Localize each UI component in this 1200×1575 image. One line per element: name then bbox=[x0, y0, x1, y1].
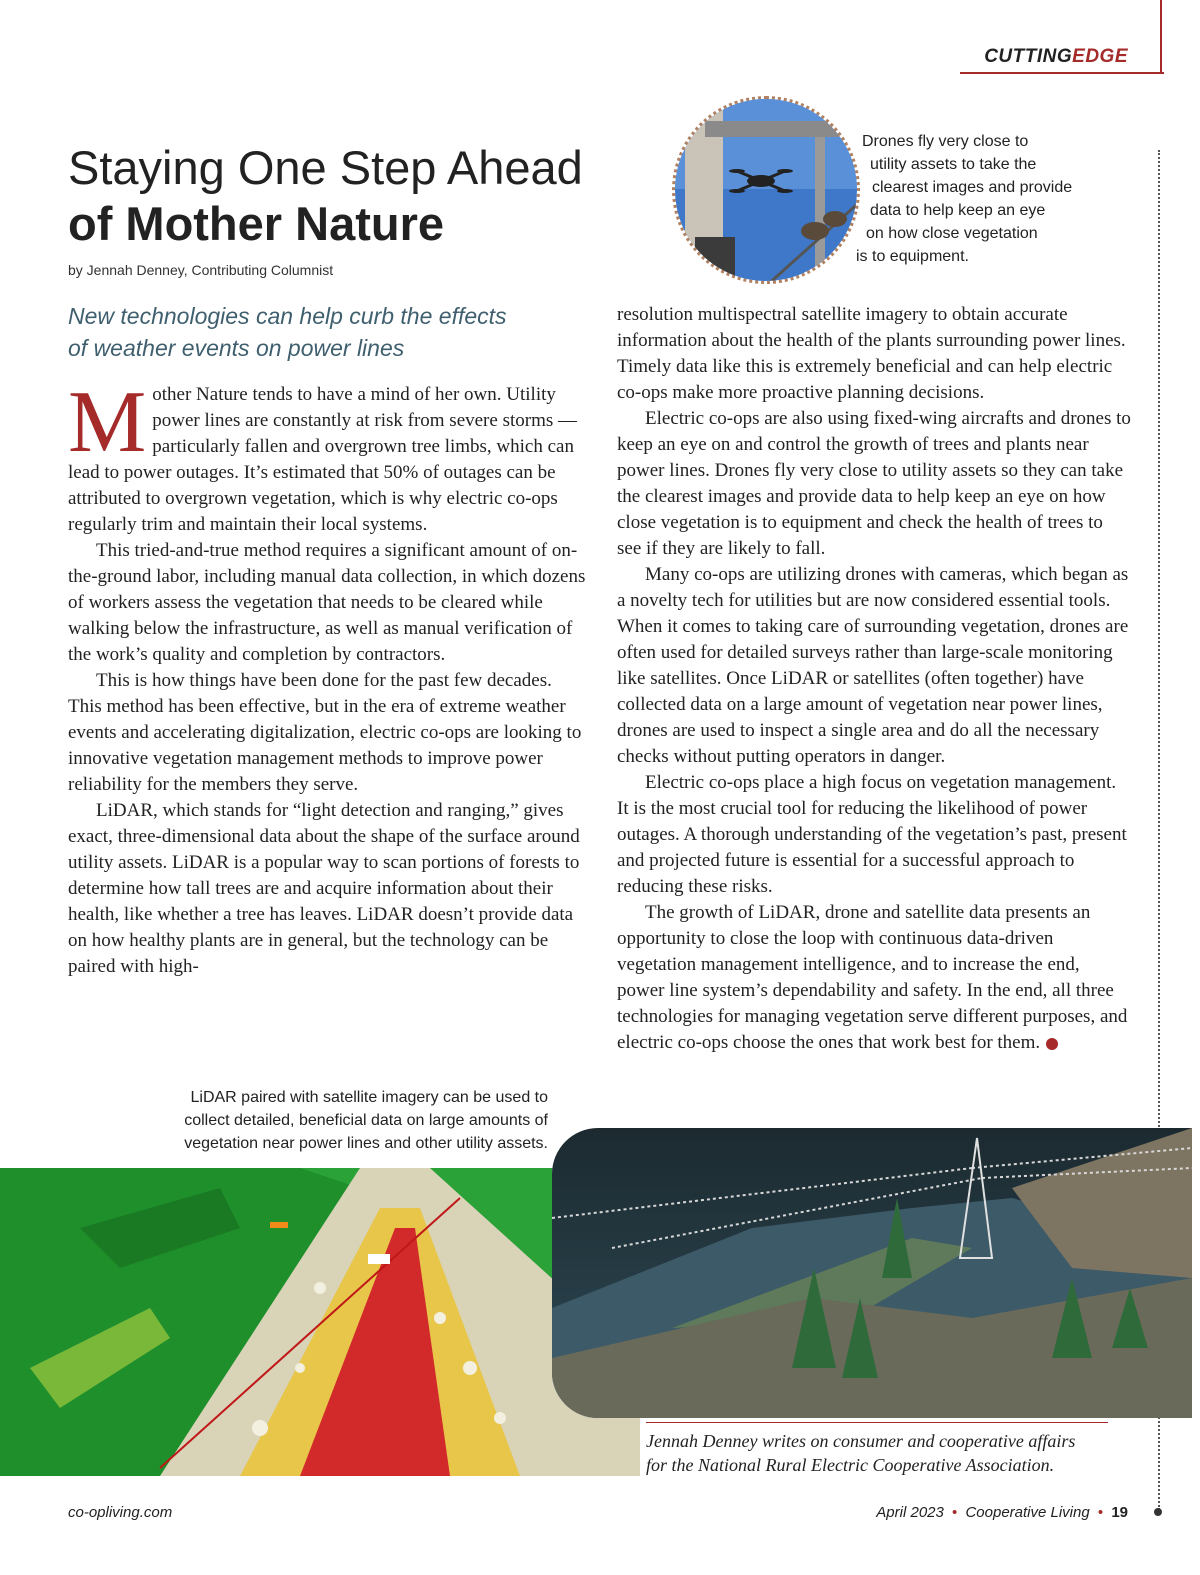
body-paragraph: resolution multispectral satellite imagery to obtain accurate information about the health of the plants surrounding power lines. Timely data like this is extremely beneficial and can help electric co-ops make more proactive planning decisions. bbox=[617, 304, 1126, 403]
article-title-line1: Staying One Step Ahead bbox=[68, 141, 583, 194]
body-paragraph bbox=[68, 374, 588, 538]
article-title-line2: of Mother Nature bbox=[68, 197, 444, 250]
body-paragraph-text: The growth of LiDAR, drone and satellite data presents an opportunity to close the loop with continuous data-driven vegetation management intelligence, and to increase the end, power line system’s dependability and safety. In the end, all three technologies for managing vegetation serve different purposes, and electric co-ops choose the ones that work best for them. bbox=[617, 902, 1128, 1053]
page-number: 19 bbox=[1111, 1504, 1128, 1521]
point-cloud-image bbox=[552, 1128, 1192, 1418]
lidar-caption-line: collect detailed, beneficial data on large amounts of bbox=[184, 1112, 548, 1129]
byline: by Jennah Denney, Contributing Columnist bbox=[68, 262, 334, 278]
footer-magazine: Cooperative Living bbox=[965, 1504, 1090, 1521]
body-column-right bbox=[617, 302, 1131, 1056]
lidar-caption-line: vegetation near power lines and other utility assets. bbox=[184, 1135, 548, 1152]
drone-caption-line: utility assets to take the bbox=[870, 156, 1037, 173]
header-rule bbox=[960, 72, 1164, 74]
section-tag bbox=[984, 46, 1128, 68]
section-tag-word2: EDGE bbox=[1072, 46, 1128, 67]
drone-caption-line: clearest images and provide bbox=[872, 179, 1073, 196]
section-tag-word1: CUTTING bbox=[984, 46, 1073, 67]
drone-caption-line: on how close vegetation bbox=[866, 225, 1038, 242]
lidar-caption-line: LiDAR paired with satellite imagery can be used to bbox=[190, 1089, 548, 1106]
drone-photo-illustration bbox=[675, 99, 860, 284]
body-paragraph: Electric co-ops place a high focus on vegetation management. It is the most crucial tool for reducing the likelihood of power outages. A thorough understanding of the vegetation’s past, present and projected future is essential for a successful approach to reducing these risks. bbox=[617, 772, 1127, 897]
drone-caption-line: is to equipment. bbox=[856, 248, 969, 265]
footer-separator: • bbox=[952, 1504, 958, 1521]
drone-caption-line: Drones fly very close to bbox=[862, 133, 1029, 150]
deck-line2: of weather events on power lines bbox=[68, 335, 405, 361]
article-title bbox=[68, 140, 628, 252]
author-bio-line: Jennah Denney writes on consumer and cooperative affairs bbox=[646, 1431, 1076, 1451]
body-paragraph-text: other Nature tends to have a mind of her own. Utility power lines are constantly at risk from severe storms — particularly fallen and overgrown tree limbs, which can lead to power outages. It’s estimated that 50% of outages can be attributed to overgrown vegetation, which is why electric co-ops regularly trim and maintain their local systems. bbox=[68, 384, 577, 535]
author-bio bbox=[646, 1429, 1126, 1477]
body-paragraph: Electric co-ops are also using fixed-wing aircrafts and drones to keep an eye on and control the growth of trees and plants near power lines. Drones fly very close to utility assets so they can take the clearest images and provide data to help keep an eye on how close vegetation is to equipment and check the health of trees to see if they are likely to fall. bbox=[617, 408, 1131, 559]
drone-photo bbox=[672, 96, 860, 284]
body-paragraph: Many co-ops are utilizing drones with cameras, which began as a novelty tech for utilities but are now considered essential tools. When it comes to taking care of surrounding vegetation, drones are often used for detailed surveys rather than large-scale monitoring like satellites. Once LiDAR or satellites (often together) have collected data on a large amount of vegetation near power lines, drones are used to inspect a single area and do all the necessary checks without putting operators in danger. bbox=[617, 564, 1129, 767]
bio-rule bbox=[646, 1422, 1108, 1423]
body-paragraph: This is how things have been done for the past few decades. This method has been effective, but in the era of extreme weather events and accelerating digitalization, electric co-ops are looking to innovative vegetation management methods to improve power reliability for the members they serve. bbox=[68, 670, 582, 795]
drop-cap: M bbox=[68, 374, 147, 471]
deck-line1: New technologies can help curb the effects bbox=[68, 303, 507, 329]
body-paragraph: This tried-and-true method requires a significant amount of on-the-ground labor, including manual data collection, in which dozens of workers assess the vegetation that needs to be cleared while walking below the infrastructure, as well as manual verification of the work’s quality and completion by contractors. bbox=[68, 540, 586, 665]
lidar-vegetation-illustration bbox=[0, 1168, 640, 1476]
footer-separator: • bbox=[1097, 1504, 1104, 1521]
footer-website: co-opliving.com bbox=[68, 1504, 173, 1521]
lidar-vegetation-image bbox=[0, 1168, 640, 1476]
body-column-left bbox=[68, 374, 588, 980]
body-paragraph-last bbox=[617, 900, 1131, 1056]
end-mark-icon bbox=[1046, 1038, 1058, 1050]
drone-caption-line: data to help keep an eye bbox=[870, 202, 1046, 219]
margin-end-dot bbox=[1154, 1508, 1162, 1516]
body-paragraph: LiDAR, which stands for “light detection and ranging,” gives exact, three-dimensional data about the shape of the surface around utility assets. LiDAR is a popular way to scan portions of forests to determine how tall trees are and acquire information about their health, like whether a tree has leaves. LiDAR doesn’t provide data on how healthy plants are in general, but the technology can be paired with high- bbox=[68, 800, 580, 977]
footer-issue-date: April 2023 bbox=[876, 1504, 944, 1521]
lidar-caption bbox=[130, 1086, 548, 1155]
drone-caption bbox=[850, 130, 1110, 268]
author-bio-line: for the National Rural Electric Cooperative Association. bbox=[646, 1455, 1055, 1475]
point-cloud-illustration bbox=[552, 1128, 1192, 1418]
footer-issue-info bbox=[876, 1504, 1128, 1521]
header-vertical-rule bbox=[1160, 0, 1162, 74]
deck bbox=[68, 300, 588, 364]
